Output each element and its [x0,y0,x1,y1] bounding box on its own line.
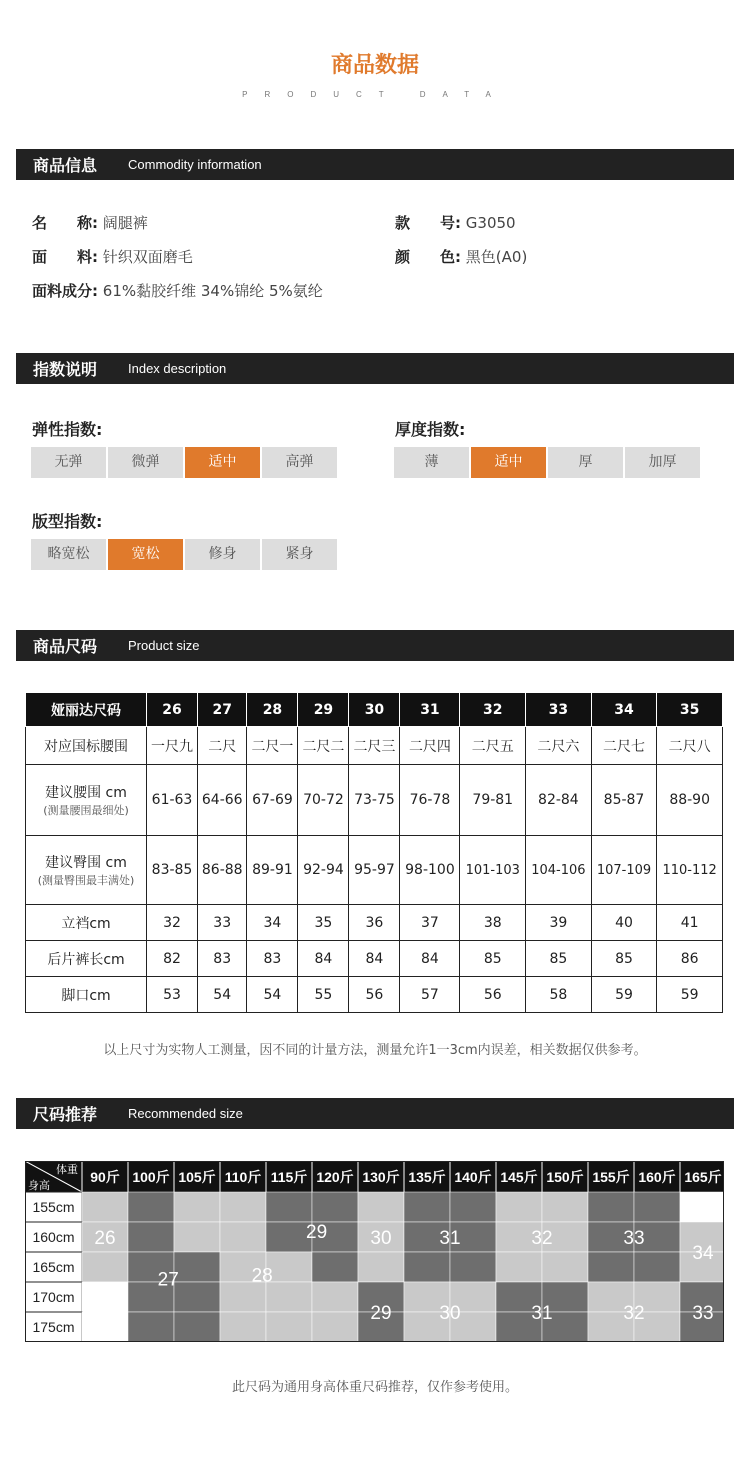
composition-value: 61%黏胶纤维 34%锦纶 5%氨纶 [102,282,323,300]
row-label [26,905,147,941]
table-row [26,977,723,1013]
size-label: 33 [692,1303,714,1324]
grid-cell [128,1222,174,1252]
grid-cell [174,1192,220,1222]
grid-cell [82,1282,128,1312]
weight-label: 100斤 [132,1169,170,1185]
grid-cell [404,1252,450,1282]
section-subtitle: Recommended size [128,1106,243,1121]
size-value-cell: 二尺五 [460,727,526,765]
size-value-cell: 76-78 [400,765,460,836]
row-label-text: 脚口cm [61,987,111,1004]
style-label: 款 号: [395,214,461,232]
size-label: 33 [623,1228,645,1249]
grid-cell [358,1252,404,1282]
size-header-cell: 35 [657,693,723,727]
grid-cell [174,1312,220,1342]
size-value-cell: 82-84 [526,765,592,836]
size-value-cell: 110-112 [657,836,723,905]
size-value-cell: 85 [460,941,526,977]
elastic-option-0: 无弹 [31,447,106,478]
weight-label: 150斤 [546,1169,584,1185]
size-value-cell: 67-69 [247,765,298,836]
elastic-option-1: 微弹 [108,447,183,478]
size-header-cell: 29 [298,693,349,727]
size-value-cell: 85 [526,941,592,977]
size-value-cell: 64-66 [198,765,247,836]
elastic-option-2: 适中 [185,447,260,478]
grid-cell [82,1252,128,1282]
grid-cell [266,1192,312,1222]
size-value-cell: 57 [400,977,460,1013]
height-label: 170cm [32,1289,75,1305]
color-row [395,246,527,267]
fabric-value: 针织双面磨毛 [102,248,193,266]
size-value-cell: 55 [298,977,349,1013]
weight-label: 110斤 [224,1169,262,1185]
size-value-cell: 二尺八 [657,727,723,765]
size-header-cell: 26 [147,693,198,727]
row-label-note: (测量腰围最细处) [43,804,129,817]
size-value-cell: 36 [349,905,400,941]
size-value-cell: 58 [526,977,592,1013]
thickness-option-1: 适中 [471,447,546,478]
fabric-label: 面 料: [32,248,98,266]
size-value-cell: 56 [349,977,400,1013]
color-value: 黑色(A0) [465,248,528,266]
grid-cell [312,1192,358,1222]
size-value-cell: 83 [247,941,298,977]
grid-cell [128,1312,174,1342]
size-value-cell: 84 [298,941,349,977]
row-label-text: 建议腰围 cm [45,785,127,801]
size-value-cell: 89-91 [247,836,298,905]
size-value-cell: 98-100 [400,836,460,905]
grid-cell [174,1252,220,1282]
row-label-text: 后片裤长cm [47,951,125,968]
size-label: 31 [439,1228,461,1249]
weight-label: 145斤 [500,1169,538,1185]
weight-label: 140斤 [454,1169,492,1185]
table-row [26,836,723,905]
size-label: 32 [623,1303,645,1324]
composition-row [32,280,323,301]
section-title: 商品尺码 [33,637,98,656]
size-value-cell: 41 [657,905,723,941]
table-row [26,765,723,836]
section-bar-size [16,630,734,661]
grid-cell [588,1192,634,1222]
size-label: 30 [439,1303,461,1324]
size-header-cell: 娅丽达尺码 [26,693,147,727]
section-bar-recommend [16,1098,734,1129]
size-value-cell: 54 [198,977,247,1013]
thickness-option-2: 厚 [548,447,623,478]
size-value-cell: 101-103 [460,836,526,905]
row-label [26,977,147,1013]
row-label [26,727,147,765]
size-label: 34 [692,1243,714,1264]
name-value: 阔腿裤 [102,214,148,232]
size-value-cell: 70-72 [298,765,349,836]
size-value-cell: 92-94 [298,836,349,905]
size-value-cell: 34 [247,905,298,941]
size-value-cell: 83 [198,941,247,977]
size-value-cell: 33 [198,905,247,941]
fit-option-3: 紧身 [262,539,337,570]
size-value-cell: 56 [460,977,526,1013]
size-label: 26 [94,1228,116,1249]
size-header-cell: 34 [591,693,657,727]
size-value-cell: 32 [147,905,198,941]
grid-cell [496,1192,542,1222]
grid-cell [542,1252,588,1282]
size-value-cell: 83-85 [147,836,198,905]
size-value-cell: 61-63 [147,765,198,836]
grid-cell [680,1192,724,1222]
row-label [26,836,147,905]
grid-cell [312,1282,358,1312]
grid-cell [542,1192,588,1222]
section-title: 指数说明 [33,360,98,379]
grid-cell [266,1282,312,1312]
thickness-option-3: 加厚 [625,447,700,478]
size-label: 28 [251,1265,273,1287]
fit-index-label: 版型指数: [32,512,103,531]
section-subtitle: Index description [128,361,227,376]
table-row [26,941,723,977]
section-subtitle: Product size [128,638,200,653]
recommend-note: 此尺码为通用身高体重尺码推荐，仅作参考使用。 [231,1380,518,1395]
color-label: 颜 色: [395,248,461,266]
grid-cell [358,1192,404,1222]
size-header-cell: 32 [460,693,526,727]
size-value-cell: 37 [400,905,460,941]
fit-option-1: 宽松 [108,539,183,570]
grid-cell [588,1252,634,1282]
height-label: 160cm [32,1229,75,1245]
size-value-cell: 82 [147,941,198,977]
weight-label: 135斤 [408,1169,446,1185]
size-value-cell: 二尺三 [349,727,400,765]
row-label [26,765,147,836]
size-label: 29 [306,1222,328,1243]
table-row [26,905,723,941]
size-value-cell: 53 [147,977,198,1013]
elastic-index-label: 弹性指数: [32,420,103,439]
weight-label: 165斤 [684,1169,722,1185]
corner-height-label: 身高 [28,1180,50,1192]
table-row [26,727,723,765]
composition-label: 面料成分: [32,282,98,300]
elastic-option-3: 高弹 [262,447,337,478]
size-value-cell: 40 [591,905,657,941]
grid-cell [496,1252,542,1282]
weight-label: 130斤 [362,1169,400,1185]
size-label: 29 [370,1303,392,1324]
row-label-text: 建议臀围 cm [45,855,127,871]
grid-cell [220,1312,266,1342]
size-note: 以上尺寸为实物人工测量，因不同的计量方法，测量允许1一3cm内误差，相关数据仅供参考。 [103,1043,647,1058]
grid-cell [450,1192,496,1222]
grid-cell [450,1252,496,1282]
size-value-cell: 二尺六 [526,727,592,765]
section-bar-commodity [16,149,734,180]
thickness-option-0: 薄 [394,447,469,478]
section-bar-index [16,353,734,384]
height-label: 155cm [32,1199,75,1215]
size-header-cell: 30 [349,693,400,727]
size-value-cell: 一尺九 [147,727,198,765]
page-title: 商品数据 [330,53,419,78]
size-label: 31 [531,1303,553,1324]
weight-label: 120斤 [316,1169,354,1185]
grid-cell [82,1192,128,1222]
size-value-cell: 54 [247,977,298,1013]
grid-cell [220,1282,266,1312]
size-table-header [26,693,723,727]
size-recommend-grid [25,1161,724,1342]
grid-cell [266,1252,312,1282]
name-row [32,212,148,233]
section-title: 尺码推荐 [33,1105,98,1124]
size-value-cell: 38 [460,905,526,941]
grid-cell [128,1192,174,1222]
size-value-cell: 95-97 [349,836,400,905]
grid-cell [174,1282,220,1312]
size-value-cell: 二尺七 [591,727,657,765]
size-value-cell: 二尺二 [298,727,349,765]
style-row [395,212,516,233]
size-label: 32 [531,1228,553,1249]
grid-cell [312,1252,358,1282]
weight-label: 90斤 [90,1169,120,1185]
size-label: 27 [157,1269,179,1291]
fit-option-0: 略宽松 [31,539,106,570]
row-label [26,941,147,977]
thickness-index-label: 厚度指数: [395,420,466,439]
row-label-text: 立裆cm [61,915,111,932]
weight-label: 160斤 [638,1169,676,1185]
size-value-cell: 59 [591,977,657,1013]
size-value-cell: 86-88 [198,836,247,905]
grid-cell [174,1222,220,1252]
size-value-cell: 88-90 [657,765,723,836]
style-value: G3050 [465,214,516,232]
height-label: 165cm [32,1259,75,1275]
size-header-cell: 28 [247,693,298,727]
grid-cell [82,1312,128,1342]
row-label-note: (测量臀围最丰满处) [37,874,135,887]
section-title: 商品信息 [33,156,98,175]
size-value-cell: 59 [657,977,723,1013]
weight-label: 155斤 [592,1169,630,1185]
size-table [25,692,723,1013]
grid-cell [220,1222,266,1252]
grid-cell [634,1252,680,1282]
size-value-cell: 85-87 [591,765,657,836]
size-value-cell: 73-75 [349,765,400,836]
size-label: 30 [370,1228,392,1249]
size-value-cell: 35 [298,905,349,941]
size-header-cell: 33 [526,693,592,727]
grid-cell [404,1192,450,1222]
size-value-cell: 84 [349,941,400,977]
fabric-row [32,246,193,267]
height-label: 175cm [32,1319,75,1335]
row-label-text: 对应国标腰围 [44,738,128,755]
fit-option-2: 修身 [185,539,260,570]
corner-weight-label: 体重 [56,1164,78,1176]
size-value-cell: 104-106 [526,836,592,905]
name-label: 名 称: [32,214,98,232]
section-subtitle: Commodity information [128,157,262,172]
size-value-cell: 85 [591,941,657,977]
size-header-cell: 31 [400,693,460,727]
size-value-cell: 39 [526,905,592,941]
grid-cell [266,1312,312,1342]
size-value-cell: 107-109 [591,836,657,905]
page-subtitle: PRODUCT DATA [242,90,508,99]
weight-label: 105斤 [178,1169,216,1185]
weight-label: 115斤 [270,1169,308,1185]
size-value-cell: 二尺一 [247,727,298,765]
grid-cell [312,1312,358,1342]
size-value-cell: 86 [657,941,723,977]
size-header-cell: 27 [198,693,247,727]
grid-cell [634,1192,680,1222]
size-value-cell: 二尺 [198,727,247,765]
size-value-cell: 84 [400,941,460,977]
grid-cell [220,1192,266,1222]
size-value-cell: 79-81 [460,765,526,836]
size-value-cell: 二尺四 [400,727,460,765]
